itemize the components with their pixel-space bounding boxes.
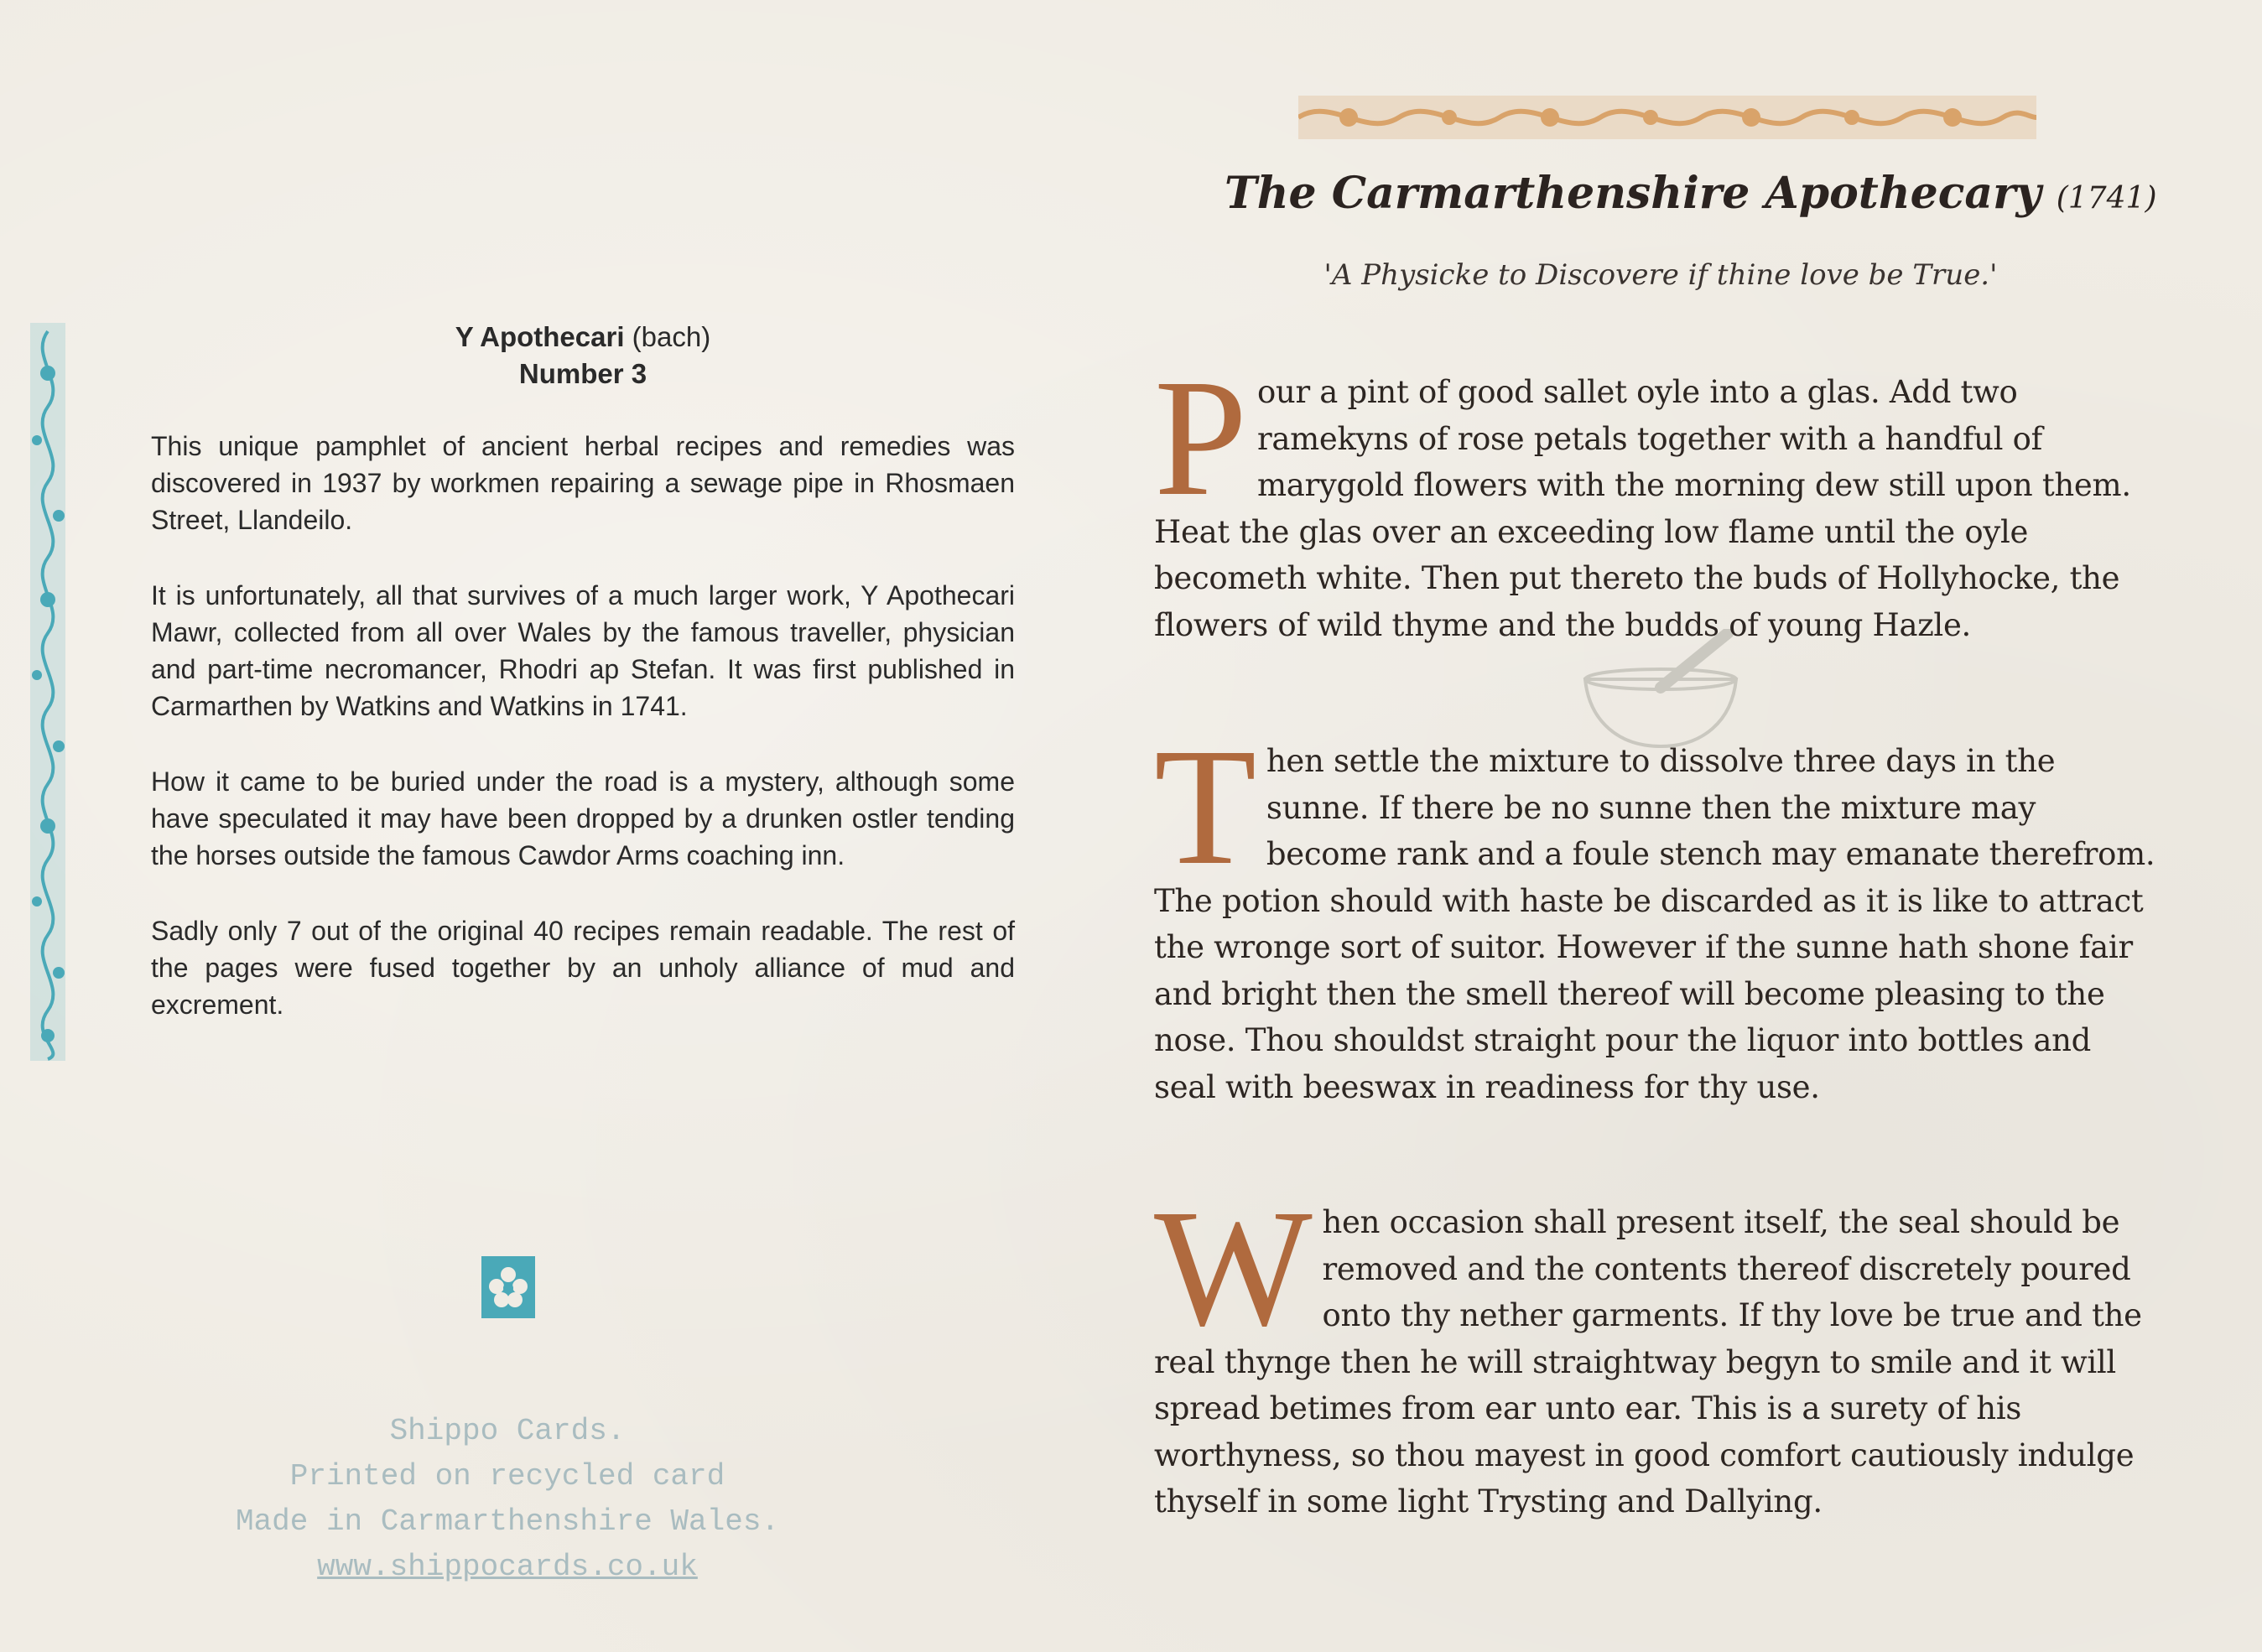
- intro-paragraph-1: This unique pamphlet of ancient herbal recipes and remedies was discovered in 1937 by workmen repairing a sewage pipe in Rhosmaen Street, Llandeilo.: [151, 431, 1015, 535]
- pamphlet-title-plain: (bach): [632, 321, 711, 352]
- floral-vertical-border-icon: [25, 323, 70, 1061]
- footer-line-3: Made in Carmarthenshire Wales.: [235, 1504, 780, 1539]
- intro-paragraph-2: It is unfortunately, all that survives of a much larger work, Y Apothecari Mawr, collected from all over Wales by the famous traveller, physician and part-time necromancer, Rhodri ap Stefan. It was first published in Carmarthen by Watkins and Watkins in 1741.: [151, 580, 1015, 721]
- drop-cap-w: W: [1154, 1176, 1313, 1361]
- drop-cap-t: T: [1154, 714, 1256, 900]
- pamphlet-number-text: Number 3: [518, 358, 647, 389]
- pamphlet-title: [151, 319, 1015, 356]
- recipe-title-text: The Carmarthenshire Apothecary: [1225, 168, 2041, 219]
- drop-cap-p: P: [1154, 345, 1247, 531]
- intro-paragraph-4: Sadly only 7 out of the original 40 recipes remain readable. The rest of the pages were fused together by an unholy alliance of mud and excrement.: [151, 916, 1015, 1020]
- recipe-paragraph-1: [1154, 345, 2161, 648]
- intro-paragraph-3: How it came to be buried under the road is a mystery, although some have speculated it may have been dropped by a drunken ostler tending the horses outside the famous Cawdor Arms coaching inn.: [151, 766, 1015, 870]
- recipe-paragraph-2: [1154, 714, 2161, 1110]
- recipe-paragraph-3-text: hen occasion shall present itself, the seal should be removed and the contents thereof discretely poured onto thy nether garments. If thy love be true and the real thynge then he will straightway begyn to smile and it will spread betimes from ear unto ear. This is a surety of his worthyness, so thou mayest in good comfort cautiously indulge thyself in some light Trysting and Dallying.: [1154, 1204, 2142, 1520]
- recipe-year: (1741): [2056, 181, 2157, 216]
- recipe-paragraph-3: [1154, 1176, 2161, 1525]
- pamphlet-number: [151, 356, 1015, 392]
- recipe-paragraph-1-text: our a pint of good sallet oyle into a glas. Add two ramekyns of rose petals together with a handful of marygold flowers with the morning dew still upon them. Heat the glas over an exceeding low flame until the oyle becometh white. Then put thereto the buds of Hollyhocke, the flowers of wild thyme and the budds of young Hazle.: [1154, 374, 2131, 643]
- website-link[interactable]: www.shippocards.co.uk: [317, 1550, 698, 1584]
- footer-line-2: Printed on recycled card: [289, 1459, 725, 1494]
- recipe-title: [1225, 168, 2157, 219]
- intro-column: [151, 319, 1015, 1023]
- floral-horizontal-border-icon: [1298, 92, 2036, 143]
- publisher-footer: [151, 1409, 864, 1590]
- recipe-paragraph-2-text: hen settle the mixture to dissolve three days in the sunne. If there be no sunne then the mixture may become rank and a foule stench may emanate therefrom. The potion should with haste be discarded as it is like to attract the wronge sort of suitor. However if the sunne hath shone fair and bright then the smell thereof will become pleasing to the nose. Thou shouldst straight pour the liquor into bottles and seal with beeswax in readiness for thy use.: [1154, 743, 2155, 1105]
- recipe-subtitle: 'A Physicke to Discovere if thine love be True.': [1323, 258, 1998, 292]
- flower-stamp-icon: [480, 1255, 537, 1320]
- pamphlet-title-bold: Y Apothecari: [455, 321, 625, 352]
- footer-line-1: Shippo Cards.: [389, 1414, 626, 1448]
